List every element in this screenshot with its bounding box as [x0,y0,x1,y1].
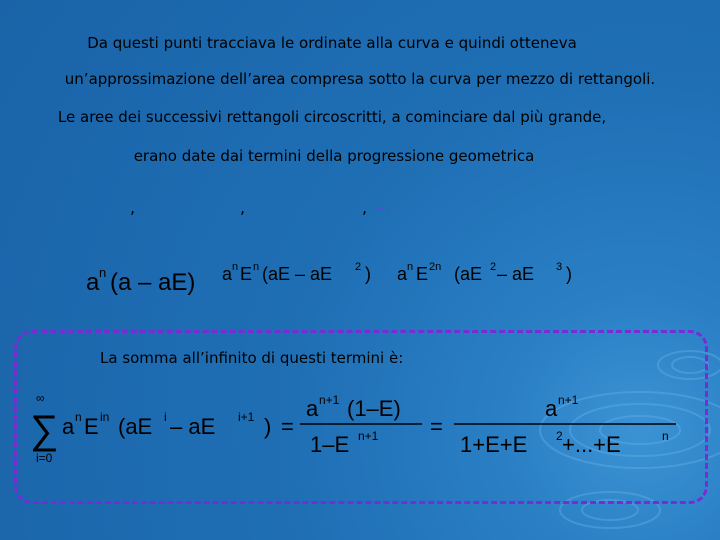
term-2-a: a [222,264,233,284]
sum-a: a [62,414,75,439]
term-3-minus: – aE [497,264,535,284]
sum-upper-limit: ∞ [36,391,45,405]
term-1-n: n [99,265,107,280]
sum-minus: – aE [170,414,216,439]
term-3-a: a [397,264,408,284]
term-3-n: n [407,261,414,273]
frac2-den: 1+E+E [460,432,528,457]
frac2-den-exp: 2 [556,429,563,443]
frac1-den-exp: n+1 [358,429,379,443]
sum-intro-text: La somma all’infinito di questi termini è: [100,349,404,367]
frac1-num-rest: (1–E) [347,396,401,421]
term-3-2n: 2n [429,261,442,273]
sum-formula [0,388,720,468]
frac2-den-n: n [662,429,669,443]
sigma-symbol: ∑ [30,408,59,452]
term-1-a: a [86,269,100,296]
text-line-3: Le aree dei successivi rettangoli circoscritti, a cominciare dal più grande, [57,108,607,126]
sequence-ellipsis: … [376,198,390,214]
sequence-comma-3: , [362,198,368,217]
sum-n: n [75,410,82,424]
sum-E: E [84,414,99,439]
frac1-num-exp: n+1 [319,393,340,407]
equals-2: = [430,414,443,439]
term-3-exp2: 2 [490,261,497,273]
term-3-E: E [416,264,429,284]
sequence-comma-2: , [240,198,246,217]
sum-close: ) [264,414,272,439]
frac2-den-rest: +...+E [562,432,621,457]
sum-lower-limit: i=0 [36,451,53,465]
sum-in: in [100,410,110,424]
text-line-1: Da questi punti tracciava le ordinate alla curva e quindi otteneva [87,34,577,52]
text-line-2: un’approssimazione dell’area compresa sotto la curva per mezzo di rettangoli. [64,70,656,88]
term-3-paren: (aE [454,264,483,284]
term-2-E: E [240,264,253,284]
frac1-num-a: a [306,396,319,421]
sum-i: i [164,410,167,424]
frac2-num-exp: n+1 [558,393,579,407]
term-3-close: ) [566,264,572,284]
frac1-den: 1–E [310,432,350,457]
term-2-n: n [232,261,239,273]
sum-paren: (aE [118,414,153,439]
term-2-n2: n [253,261,260,273]
progression-terms [0,250,720,310]
term-2-paren: (aE – aE [262,264,333,284]
sum-i1: i+1 [238,410,255,424]
frac2-num-a: a [545,396,558,421]
sequence-comma-1: , [130,198,136,217]
term-3-exp3: 3 [556,261,563,273]
term-2-close: ) [365,264,371,284]
term-2-exp: 2 [355,261,362,273]
text-line-4: erano date dai termini della progressione geometrica [133,147,535,165]
equals-1: = [281,414,294,439]
term-1-paren: (a – aE) [110,269,196,296]
